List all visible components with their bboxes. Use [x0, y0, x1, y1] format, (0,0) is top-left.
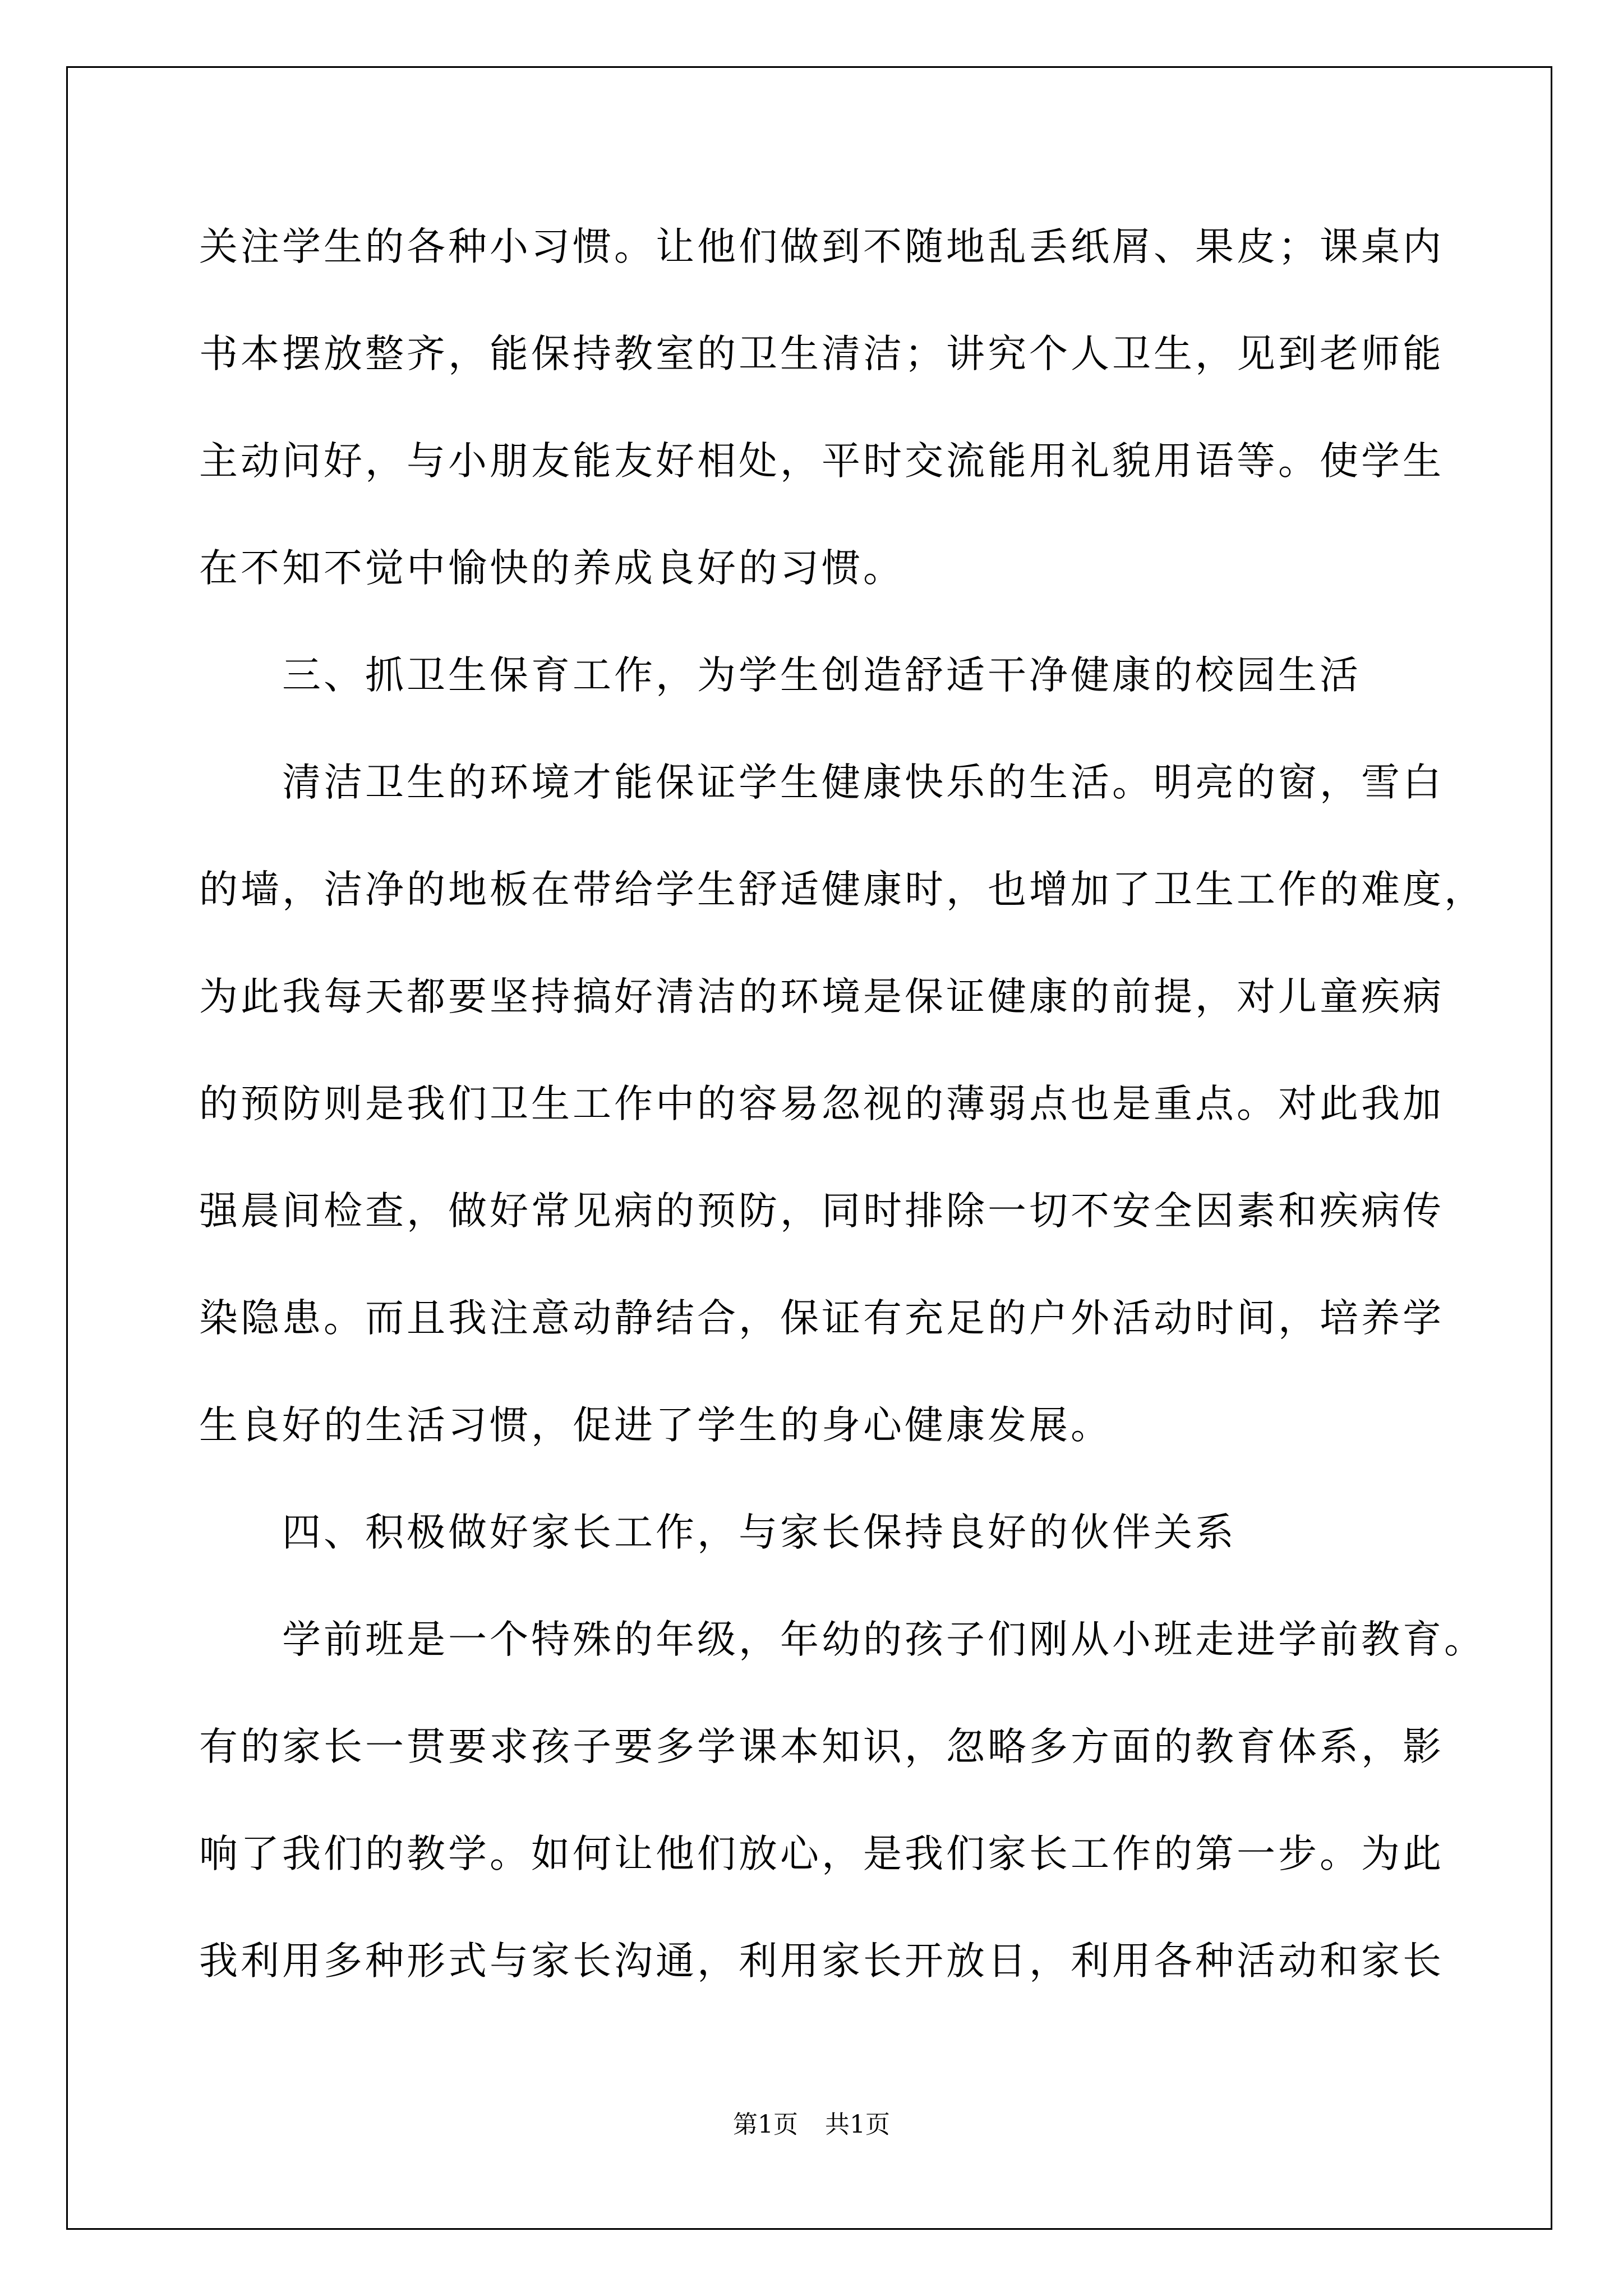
text-line: 在不知不觉中愉快的养成良好的习惯。 — [199, 546, 905, 591]
text-line: 书本摆放整齐，能保持教室的卫生清洁；讲究个人卫生，见到老师能 — [199, 332, 1444, 376]
text-line: 主动问好，与小朋友能友好相处，平时交流能用礼貌用语等。使学生 — [199, 439, 1444, 484]
text-line: 染隐患。而且我注意动静结合，保证有充足的户外活动时间，培养学 — [199, 1296, 1444, 1341]
text-line: 强晨间检查，做好常见病的预防，同时排除一切不安全因素和疾病传 — [199, 1189, 1444, 1234]
text-line: 关注学生的各种小习惯。让他们做到不随地乱丢纸屑、果皮；课桌内 — [199, 224, 1444, 269]
page-number: 第1页 — [733, 2110, 798, 2139]
page-total: 共1页 — [825, 2110, 890, 2139]
section-heading-4: 四、积极做好家长工作，与家长保持良好的伙伴关系 — [282, 1510, 1237, 1555]
paragraph-start: 清洁卫生的环境才能保证学生健康快乐的生活。明亮的窗，雪白 — [282, 760, 1444, 805]
section-heading-3: 三、抓卫生保育工作，为学生创造舒适干净健康的校园生活 — [282, 653, 1361, 698]
paragraph-start: 学前班是一个特殊的年级，年幼的孩子们刚从小班走进学前教育。 — [282, 1617, 1486, 1662]
text-line: 的预防则是我们卫生工作中的容易忽视的薄弱点也是重点。对此我加 — [199, 1082, 1444, 1126]
text-line: 有的家长一贯要求孩子要多学课本知识，忽略多方面的教育体系，影 — [199, 1724, 1444, 1769]
text-line: 响了我们的教学。如何让他们放心，是我们家长工作的第一步。为此 — [199, 1832, 1444, 1876]
text-line: 的墙，洁净的地板在带给学生舒适健康时，也增加了卫生工作的难度， — [199, 867, 1486, 912]
text-line: 为此我每天都要坚持搞好清洁的环境是保证健康的前提，对儿童疾病 — [199, 974, 1444, 1019]
document-body — [199, 194, 1486, 2015]
page-footer — [0, 2108, 1623, 2142]
text-line: 我利用多种形式与家长沟通，利用家长开放日，利用各种活动和家长 — [199, 1939, 1444, 1984]
text-line: 生良好的生活习惯，促进了学生的身心健康发展。 — [199, 1403, 1112, 1448]
